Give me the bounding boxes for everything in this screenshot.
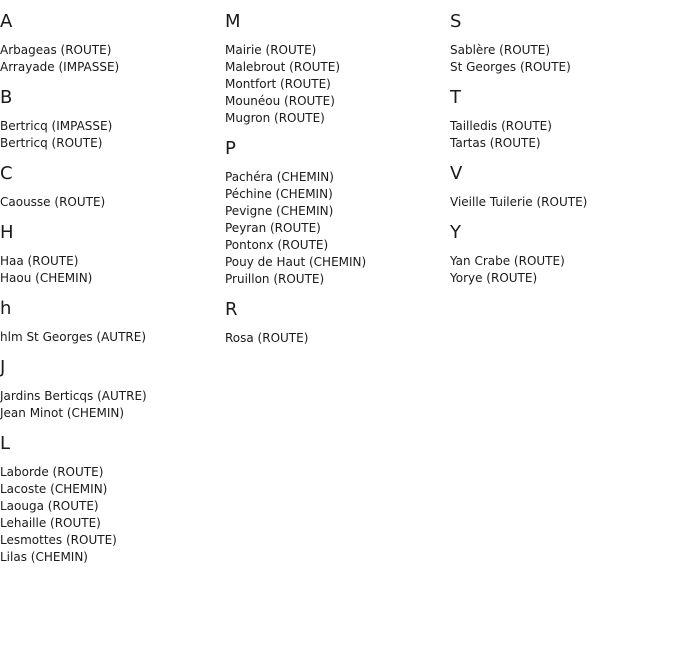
street-list [0,388,225,422]
letter-heading: P [225,138,236,159]
letter-group [450,11,675,76]
street-list [0,194,225,211]
letter-group [0,357,225,422]
street-link[interactable]: Péchine (CHEMIN) [225,187,333,201]
index-column [225,0,450,358]
letter-group [225,138,450,288]
letter-group [0,87,225,152]
letter-heading: L [0,433,11,454]
street-link[interactable]: Malebrout (ROUTE) [225,60,341,74]
street-link[interactable]: Arrayade (IMPASSE) [0,60,120,74]
street-list [0,253,225,287]
street-link[interactable]: Lesmottes (ROUTE) [0,533,117,547]
letter-group [0,163,225,211]
letter-group [225,299,450,347]
street-link[interactable]: Haou (CHEMIN) [0,271,93,285]
street-link[interactable]: Bertricq (IMPASSE) [0,119,113,133]
street-link[interactable]: Laouga (ROUTE) [0,499,99,513]
letter-heading: C [0,163,13,184]
street-link[interactable]: Tartas (ROUTE) [450,136,541,150]
street-link[interactable]: Yorye (ROUTE) [450,271,538,285]
letter-heading: B [0,87,13,108]
street-link[interactable]: Mounéou (ROUTE) [225,94,335,108]
letter-heading: S [450,11,462,32]
street-link[interactable]: Arbageas (ROUTE) [0,43,112,57]
street-link[interactable]: Laborde (ROUTE) [0,465,104,479]
street-link[interactable]: Sablère (ROUTE) [450,43,551,57]
street-link[interactable]: Mugron (ROUTE) [225,111,325,125]
street-list [450,118,675,152]
letter-group [0,11,225,76]
street-link[interactable]: Tailledis (ROUTE) [450,119,552,133]
letter-heading: H [0,222,14,243]
street-link[interactable]: Pruillon (ROUTE) [225,272,325,286]
letter-group [225,11,450,127]
street-link[interactable]: Yan Crabe (ROUTE) [450,254,565,268]
letter-group [450,163,675,211]
letter-heading: h [0,298,12,319]
letter-heading: M [225,11,241,32]
street-link[interactable]: Pouy de Haut (CHEMIN) [225,255,367,269]
street-list [225,42,450,127]
letter-heading: V [450,163,463,184]
street-link[interactable]: Mairie (ROUTE) [225,43,317,57]
letter-group [0,298,225,346]
street-link[interactable]: Bertricq (ROUTE) [0,136,103,150]
letter-group [450,222,675,287]
street-list [450,194,675,211]
street-list [225,169,450,288]
index-column [450,0,675,298]
street-link[interactable]: Pachéra (CHEMIN) [225,170,334,184]
street-link[interactable]: Vieille Tuilerie (ROUTE) [450,195,588,209]
street-list [450,42,675,76]
street-link[interactable]: Montfort (ROUTE) [225,77,331,91]
street-link[interactable]: St Georges (ROUTE) [450,60,571,74]
street-link[interactable]: Lacoste (CHEMIN) [0,482,108,496]
street-list [450,253,675,287]
street-link[interactable]: Haa (ROUTE) [0,254,79,268]
letter-heading: T [450,87,461,108]
street-link[interactable]: Peyran (ROUTE) [225,221,321,235]
street-list [0,329,225,346]
street-link[interactable]: Pontonx (ROUTE) [225,238,329,252]
letter-heading: A [0,11,13,32]
street-link[interactable]: Lilas (CHEMIN) [0,550,88,564]
street-link[interactable]: hlm St Georges (AUTRE) [0,330,146,344]
street-link[interactable]: Pevigne (CHEMIN) [225,204,334,218]
street-link[interactable]: Rosa (ROUTE) [225,331,309,345]
street-list [0,42,225,76]
street-list [0,464,225,566]
street-link[interactable]: Jean Minot (CHEMIN) [0,406,125,420]
street-list [0,118,225,152]
letter-group [450,87,675,152]
street-link[interactable]: Caousse (ROUTE) [0,195,106,209]
letter-heading: R [225,299,238,320]
letter-heading: J [0,357,6,378]
street-list [225,330,450,347]
street-link[interactable]: Jardins Berticqs (AUTRE) [0,389,147,403]
letter-heading: Y [450,222,461,243]
letter-group [0,433,225,566]
street-link[interactable]: Lehaille (ROUTE) [0,516,101,530]
index-column [0,0,225,577]
letter-group [0,222,225,287]
